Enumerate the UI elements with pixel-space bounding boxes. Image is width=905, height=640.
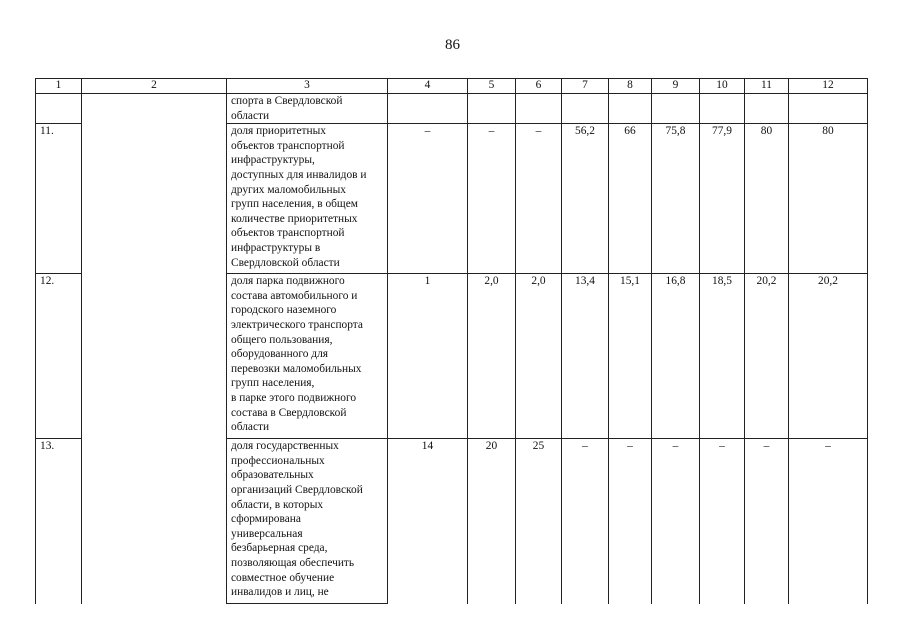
value-cell: 2,0	[468, 274, 516, 439]
column-header: 8	[609, 79, 652, 94]
value-cell: 80	[789, 124, 868, 274]
value-cell: 56,2	[562, 124, 609, 274]
description-line: объектов транспортной	[231, 139, 345, 152]
value-cell: 13,4	[562, 274, 609, 439]
description-line: универсальная	[231, 527, 303, 540]
value-cell: –	[562, 439, 609, 604]
column-header: 6	[516, 79, 562, 94]
value-cell: 20,2	[789, 274, 868, 439]
description-line: профессиональных	[231, 454, 325, 467]
continuation-row	[36, 94, 868, 124]
value-cell: 15,1	[609, 274, 652, 439]
column-header: 5	[468, 79, 516, 94]
description-line: доля парка подвижного	[231, 275, 345, 288]
description-line: количестве приоритетных	[231, 212, 358, 225]
indicators-table	[35, 78, 868, 604]
column-header: 12	[789, 79, 868, 94]
value-cell	[789, 94, 868, 124]
description-line: групп населения,	[231, 377, 315, 390]
description-line: доля государственных	[231, 440, 339, 453]
column-header: 7	[562, 79, 609, 94]
indicator-description	[227, 274, 388, 439]
description-line: оборудованного для	[231, 348, 329, 361]
column-header: 9	[652, 79, 700, 94]
value-cell: –	[516, 124, 562, 274]
description-line: инфраструктуры в	[231, 241, 321, 254]
value-cell: 1	[388, 274, 468, 439]
indicator-description	[227, 124, 388, 274]
value-cell	[516, 94, 562, 124]
description-line: организаций Свердловской	[231, 483, 363, 496]
description-line: области	[231, 109, 270, 122]
value-cell: 80	[745, 124, 789, 274]
description-line: в парке этого подвижного	[231, 391, 357, 404]
indicator-description	[227, 439, 388, 604]
goal-cell	[82, 94, 227, 604]
column-header: 1	[36, 79, 82, 94]
value-cell: –	[745, 439, 789, 604]
value-cell: 75,8	[652, 124, 700, 274]
column-header: 10	[700, 79, 745, 94]
value-cell: 14	[388, 439, 468, 604]
description-line: образовательных	[231, 469, 314, 482]
column-number-row	[36, 79, 868, 94]
column-header: 11	[745, 79, 789, 94]
description-line: инфраструктуры,	[231, 154, 315, 167]
column-header: 3	[227, 79, 388, 94]
description-line: безбарьерная среда,	[231, 542, 328, 555]
value-cell: –	[388, 124, 468, 274]
description-line: Свердловской области	[231, 256, 340, 269]
description-line: сформирована	[231, 513, 301, 526]
value-cell: –	[609, 439, 652, 604]
value-cell: 25	[516, 439, 562, 604]
description-line: инвалидов и лиц, не	[231, 586, 329, 599]
description-line: совместное обучение	[231, 571, 335, 584]
description-line: области, в которых	[231, 498, 324, 511]
row-number: 12.	[36, 274, 82, 439]
row-number: 11.	[36, 124, 82, 274]
row-number: 13.	[36, 439, 82, 604]
value-cell: 20	[468, 439, 516, 604]
description-line: объектов транспортной	[231, 227, 345, 240]
value-cell	[562, 94, 609, 124]
column-header: 4	[388, 79, 468, 94]
value-cell: 77,9	[700, 124, 745, 274]
description-line: области	[231, 421, 270, 434]
description-line: состава автомобильного и	[231, 289, 358, 302]
value-cell: –	[652, 439, 700, 604]
value-cell: 20,2	[745, 274, 789, 439]
description-line: других маломобильных	[231, 183, 346, 196]
description-line: электрического транспорта	[231, 318, 363, 331]
description-line: состава в Свердловской	[231, 406, 347, 419]
description-line: перевозки маломобильных	[231, 362, 362, 375]
value-cell	[468, 94, 516, 124]
description-line: общего пользования,	[231, 333, 333, 346]
value-cell	[745, 94, 789, 124]
description-line: доля приоритетных	[231, 125, 326, 138]
value-cell: 16,8	[652, 274, 700, 439]
value-cell: 18,5	[700, 274, 745, 439]
column-header: 2	[82, 79, 227, 94]
value-cell: –	[700, 439, 745, 604]
value-cell	[388, 94, 468, 124]
description-line: доступных для инвалидов и	[231, 168, 367, 181]
row-number-cell	[36, 94, 82, 124]
value-cell: 66	[609, 124, 652, 274]
description-line: групп населения, в общем	[231, 198, 358, 211]
description-line: городского наземного	[231, 304, 337, 317]
description-line: спорта в Свердловской	[231, 95, 343, 107]
value-cell: –	[468, 124, 516, 274]
value-cell: –	[789, 439, 868, 604]
value-cell	[652, 94, 700, 124]
description-line: позволяющая обеспечить	[231, 556, 355, 569]
value-cell	[700, 94, 745, 124]
page-number: 86	[445, 37, 460, 53]
value-cell: 2,0	[516, 274, 562, 439]
value-cell	[609, 94, 652, 124]
indicator-description	[227, 94, 388, 124]
